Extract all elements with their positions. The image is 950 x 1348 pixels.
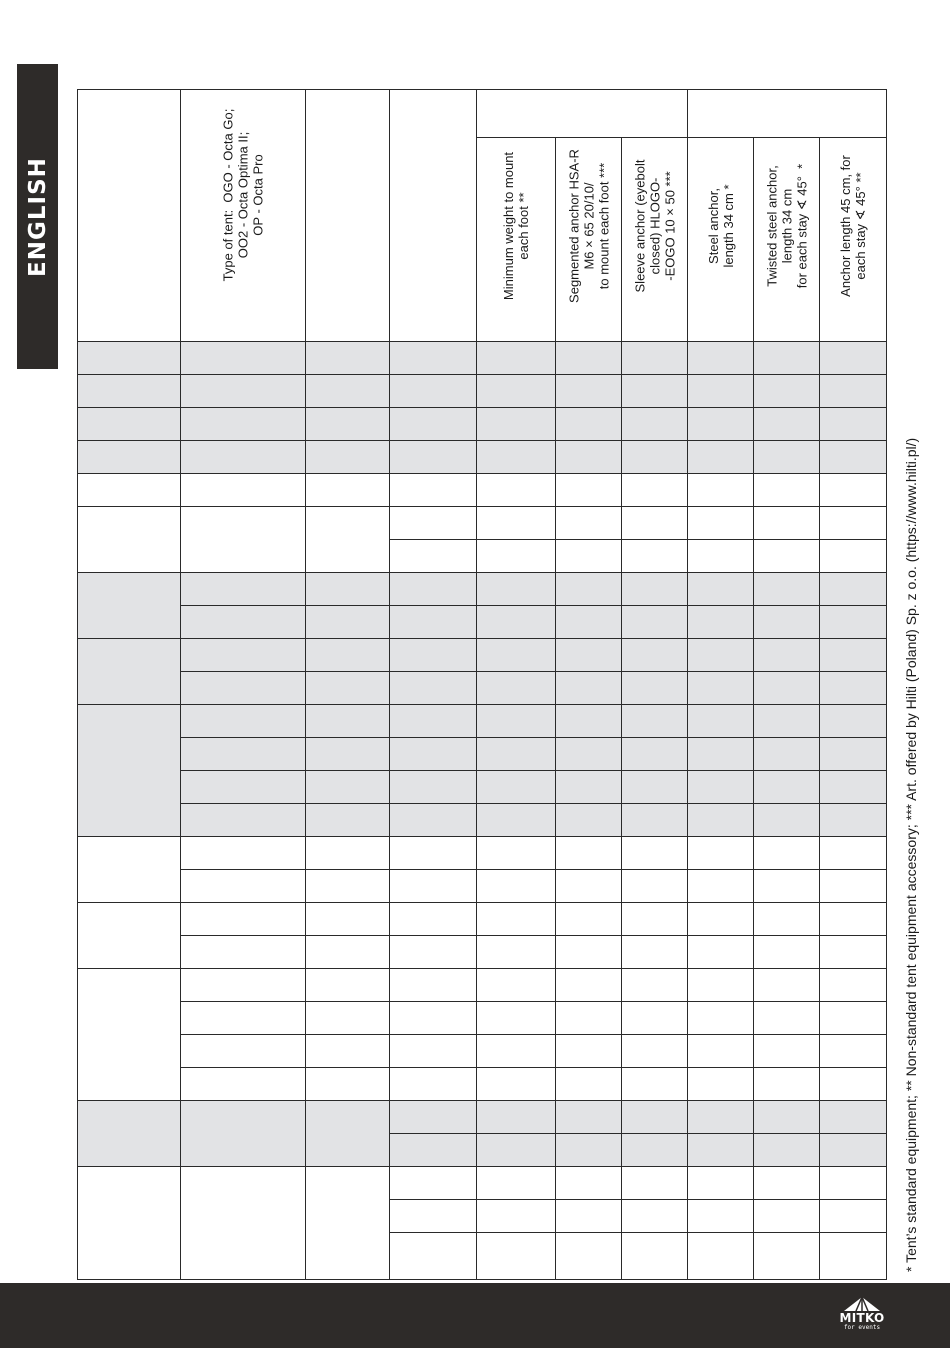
header-segmented-anchor-text: Segmented anchor HSA-R M6 × 65 20/10/ to mount each foot *** bbox=[566, 149, 611, 303]
header-min-weight-text: Minimum weight to mount each foot ** bbox=[501, 151, 531, 301]
table-row bbox=[78, 804, 887, 837]
header-anchor-45 bbox=[820, 138, 887, 342]
header-sleeve-anchor-text: Sleeve anchor (eyebolt closed) HLOGO- -EOGO 10 × 50 *** bbox=[632, 159, 677, 293]
table-row bbox=[78, 639, 887, 672]
table-row bbox=[78, 507, 887, 540]
footnote-text: * Tent’s standard equipment; ** Non-standard tent equipment accessory; *** Art. offered by Hilti (Poland) Sp. z o.o. (https://www.hilti.pl/) bbox=[903, 437, 919, 1272]
header-twisted-anchor bbox=[754, 138, 820, 342]
header-tent-type bbox=[181, 90, 306, 342]
tent-anchoring-table bbox=[77, 89, 887, 1280]
footer-bar bbox=[0, 1283, 950, 1348]
table-row bbox=[78, 738, 887, 771]
header-cell bbox=[306, 90, 390, 342]
tent-logo-icon bbox=[842, 1296, 882, 1312]
header-sleeve-anchor bbox=[622, 138, 688, 342]
footnote bbox=[891, 95, 931, 1280]
table-row bbox=[78, 672, 887, 705]
table-row bbox=[78, 771, 887, 804]
table-row bbox=[78, 903, 887, 936]
language-tab bbox=[17, 64, 58, 369]
header-steel-anchor bbox=[688, 138, 754, 342]
header-row bbox=[78, 90, 887, 138]
header-cell bbox=[78, 90, 181, 342]
table-row bbox=[78, 342, 887, 375]
brand-logo bbox=[832, 1296, 892, 1340]
table-row bbox=[78, 474, 887, 507]
header-anchor-45-text: Anchor length 45 cm, for each stay ∢ 45° ** bbox=[838, 155, 869, 297]
header-segmented-anchor bbox=[556, 138, 622, 342]
table-row bbox=[78, 375, 887, 408]
table-row bbox=[78, 606, 887, 639]
table-row bbox=[78, 441, 887, 474]
header-tent-type-text: Type of tent: OGO - Octa Go; OO2 - Octa Optima II; OP - Octa Pro bbox=[220, 108, 266, 282]
table-row bbox=[78, 837, 887, 870]
header-group-anchors bbox=[688, 90, 887, 138]
brand-tagline: for events bbox=[843, 1324, 881, 1331]
table-row bbox=[78, 705, 887, 738]
brand-name: MITKO bbox=[839, 1311, 885, 1325]
table-row bbox=[78, 969, 887, 1002]
table-row bbox=[78, 1167, 887, 1200]
table-row bbox=[78, 1068, 887, 1101]
header-cell bbox=[390, 90, 477, 342]
header-twisted-anchor-text: Twisted steel anchor, length 34 cm for each stay ∢ 45° * bbox=[764, 163, 810, 289]
table-row bbox=[78, 573, 887, 606]
header-steel-anchor-text: Steel anchor, length 34 cm * bbox=[705, 184, 736, 268]
table-row bbox=[78, 870, 887, 903]
language-label: ENGLISH bbox=[24, 156, 51, 277]
header-min-weight bbox=[477, 138, 556, 342]
table-row bbox=[78, 1101, 887, 1134]
table-row bbox=[78, 1002, 887, 1035]
table-row bbox=[78, 936, 887, 969]
header-group-mount bbox=[477, 90, 688, 138]
table-row bbox=[78, 1035, 887, 1068]
table-row bbox=[78, 408, 887, 441]
